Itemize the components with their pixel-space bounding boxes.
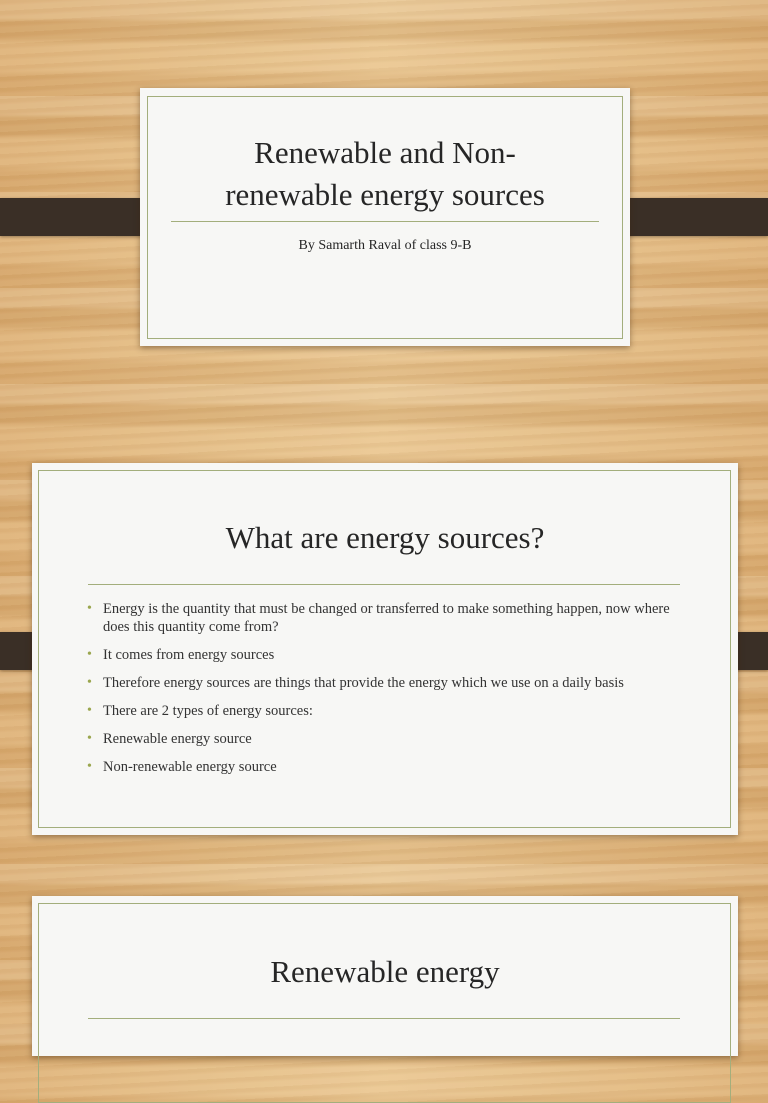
list-item (87, 674, 682, 692)
bullet-icon: • (87, 675, 92, 690)
title-underline (88, 584, 680, 585)
bullet-text: There are 2 types of energy sources: (103, 703, 313, 719)
bullet-icon: • (87, 647, 92, 662)
slide-heading: What are energy sources? (225, 520, 545, 555)
bullet-text: Therefore energy sources are things that provide the energy which we use on a daily basis (103, 675, 624, 691)
slide-title-heading: Renewable and Non-renewable energy sources (225, 135, 545, 212)
slide-energy-sources[interactable] (32, 463, 738, 835)
bullet-text: It comes from energy sources (103, 647, 275, 663)
slide-renewable-energy[interactable] (32, 896, 738, 1056)
bullet-list (87, 600, 682, 786)
title-underline (88, 1018, 680, 1019)
bullet-text: Non-renewable energy source (103, 759, 277, 775)
bullet-text: Renewable energy source (103, 731, 252, 747)
bullet-icon: • (87, 703, 92, 718)
list-item (87, 758, 682, 776)
bullet-icon: • (87, 759, 92, 774)
slide-title[interactable] (140, 88, 630, 346)
list-item (87, 702, 682, 720)
slide-heading: Renewable energy (270, 954, 500, 989)
bullet-icon: • (87, 601, 92, 616)
slide-frame (38, 903, 731, 1103)
bullet-text: Energy is the quantity that must be changed or transferred to make something happen, now where does this quantity come from? (103, 601, 670, 635)
slide-subtitle: By Samarth Raval of class 9-B (298, 238, 472, 253)
list-item (87, 600, 682, 636)
title-underline (171, 221, 599, 222)
list-item (87, 730, 682, 748)
binder-clip-left (0, 198, 156, 236)
binder-clip-right (612, 198, 768, 236)
list-item (87, 646, 682, 664)
bullet-icon: • (87, 731, 92, 746)
